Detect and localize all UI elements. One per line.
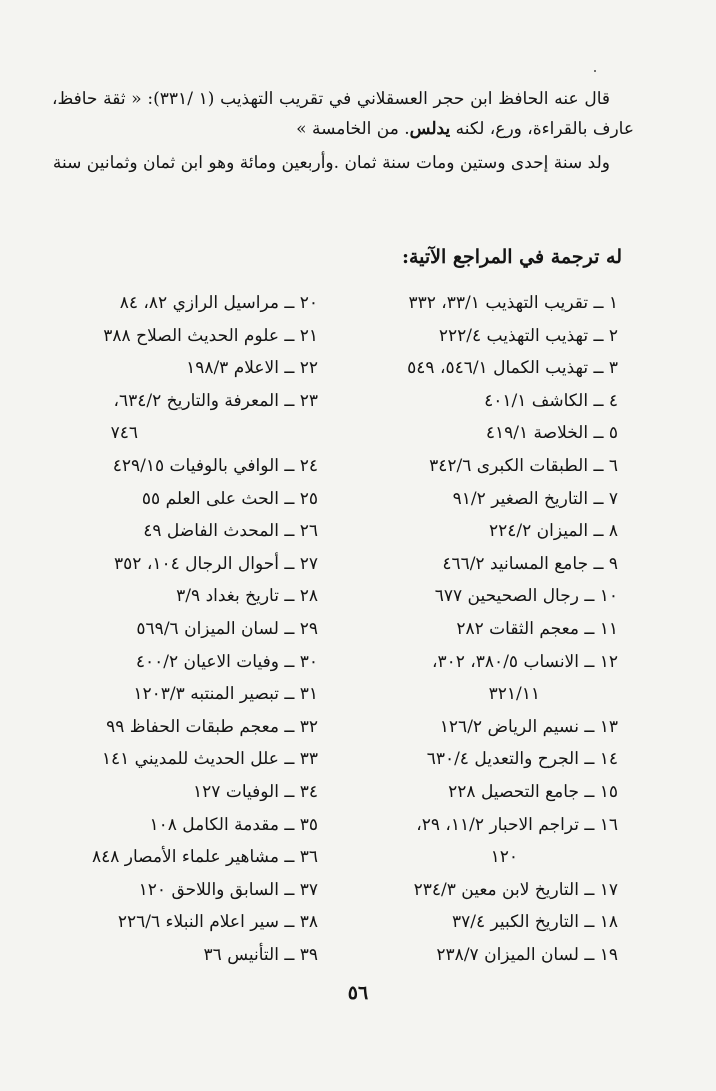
reference-entry: ٣٠ ــ وفيات الاعيان ٤٠٠/٢ <box>135 651 318 672</box>
reference-entry: ٢٤ ــ الوافي بالوفيات ٤٢٩/١٥ <box>112 455 318 476</box>
reference-entry: ٥ ــ الخلاصة ٤١٩/١ <box>485 423 618 444</box>
reference-entry: ١٨ ــ التاريخ الكبير ٣٧/٤ <box>451 912 618 933</box>
reference-entry: ٧ ــ التاريخ الصغير ٩١/٢ <box>452 488 618 509</box>
reference-entry: ٢٢ ــ الاعلام ١٩٨/٣ <box>186 358 318 379</box>
intro-bold-word: يدلس <box>409 119 451 139</box>
reference-entry: ١١ ــ معجم الثقات ٢٨٢ <box>456 618 618 639</box>
reference-entry-continuation: ١٢٠ <box>490 847 518 868</box>
reference-entry: ٦ ــ الطبقات الكبرى ٣٤٢/٦ <box>429 455 618 476</box>
reference-entry: ٣٤ ــ الوفيات ١٢٧ <box>193 781 318 802</box>
reference-entry-continuation: ٣٢١/١١ <box>488 684 540 705</box>
reference-entry: ٣ ــ تهذيب الكمال ٥٤٦/١، ٥٤٩ <box>407 358 618 379</box>
reference-entry: ٣٩ ــ التأنيس ٣٦ <box>203 944 318 965</box>
reference-entry: ١٥ ــ جامع التحصيل ٢٢٨ <box>448 781 618 802</box>
reference-entry: ١٠ ــ رجال الصحيحين ٦٧٧ <box>434 586 618 607</box>
reference-entry: ٢٨ ــ تاريخ بغداد ٣/٩ <box>176 586 318 607</box>
reference-entry: ١٤ ــ الجرح والتعديل ٦٣٠/٤ <box>426 749 618 770</box>
reference-entry: ٣٦ ــ مشاهير علماء الأمصار ٨٤٨ <box>91 847 318 868</box>
reference-entry: ٤ ــ الكاشف ٤٠١/١ <box>484 390 618 411</box>
reference-entry: ٣٨ ــ سير اعلام النبلاء ٢٢٦/٦ <box>117 912 318 933</box>
reference-entry: ٢٧ ــ أحوال الرجال ١٠٤، ٣٥٢ <box>114 553 318 574</box>
reference-entry: ٢٥ ــ الحث على العلم ٥٥ <box>141 488 318 509</box>
reference-entry: ١٢ ــ الانساب ٣٨٠/٥، ٣٠٢، <box>432 651 618 672</box>
reference-entry: ١٩ ــ لسان الميزان ٢٣٨/٧ <box>436 944 618 965</box>
reference-entry: ٢٦ ــ المحدث الفاضل ٤٩ <box>143 521 318 542</box>
references-left-column <box>38 287 318 971</box>
reference-entry: ٢٣ ــ المعرفة والتاريخ ٦٣٤/٢، <box>113 390 318 411</box>
intro-text <box>52 84 634 178</box>
reference-entry: ٢٠ ــ مراسيل الرازي ٨٢، ٨٤ <box>119 293 318 313</box>
intro-text-part-2: . من الخامسة » <box>296 119 410 139</box>
intro-text-part-1: قال عنه الحافظ ابن حجر العسقلاني في تقريب التهذيب (١ /٣٣١): « ثقة حافظ، عارف بالقراءة، ورع، لكنه <box>52 89 634 139</box>
ink-speck <box>594 70 596 72</box>
reference-entry: ٢٩ ــ لسان الميزان ٥٦٩/٦ <box>136 618 318 639</box>
reference-entry: ٣١ ــ تبصير المنتبه ١٢٠٣/٣ <box>133 684 318 705</box>
intro-paragraph-1 <box>52 84 634 144</box>
references-right-column <box>350 287 618 971</box>
reference-entry: ٣٧ ــ السابق واللاحق ١٢٠ <box>138 879 318 900</box>
reference-entry: ٨ ــ الميزان ٢٢٤/٢ <box>488 521 618 542</box>
reference-entry: ٢ ــ تهذيب التهذيب ٢٢٢/٤ <box>438 325 618 346</box>
intro-paragraph-2: ولد سنة إحدى وستين ومات سنة ثمان .وأربعين ومائة وهو ابن ثمان وثمانين سنة <box>52 153 610 173</box>
reference-entry: ١٧ ــ التاريخ لابن معين ٢٣٤/٣ <box>413 879 618 900</box>
reference-entry: ٢١ ــ علوم الحديث الصلاح ٣٨٨ <box>103 325 318 346</box>
reference-entry: ١ ــ تقريب التهذيب ٣٣/١، ٣٣٢ <box>408 293 618 313</box>
reference-entry: ٣٥ ــ مقدمة الكامل ١٠٨ <box>149 814 318 835</box>
reference-entry: ٣٢ ــ معجم طبقات الحفاظ ٩٩ <box>106 716 318 737</box>
reference-entry: ٣٣ ــ علل الحديث للمديني ١٤١ <box>101 749 318 770</box>
reference-entry: ١٣ ــ نسيم الرياض ١٢٦/٢ <box>439 716 618 737</box>
page-number: ٥٦ <box>347 982 369 1004</box>
reference-entry-continuation: ٧٤٦ <box>110 423 138 444</box>
reference-entry: ٩ ــ جامع المسانيد ٤٦٦/٢ <box>442 553 618 574</box>
references-heading: له ترجمة في المراجع الآتية: <box>401 246 622 268</box>
reference-entry: ١٦ ــ تراجم الاحبار ١١/٢، ٢٩، <box>416 814 618 835</box>
